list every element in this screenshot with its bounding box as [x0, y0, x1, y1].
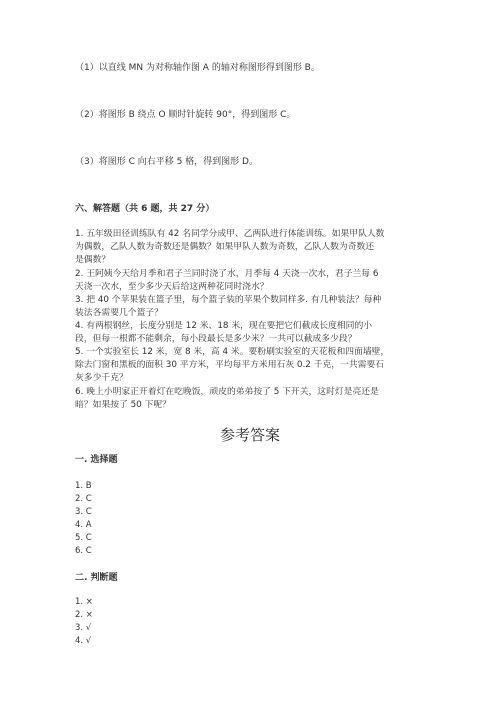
judge-answer: 2. × [75, 610, 93, 620]
section-6-heading: 六、解答题（共 6 题，共 27 分） [75, 204, 215, 214]
problem-3-line: 3. 把 40 个苹果装在篮子里，每个篮子装的苹果个数同样多. 有几种装法？每种 [75, 295, 382, 305]
problem-4 [75, 320, 430, 346]
problem-4-line: 段，但每一根都不能剩余，每小段最长是多少米？一共可以截成多少段？ [75, 334, 357, 345]
judge-answer: 4. √ [75, 636, 92, 646]
problem-3 [75, 294, 430, 320]
choice-section-heading: 一. 选择题 [75, 455, 118, 465]
choice-answer: 5. C [75, 533, 92, 543]
choice-answer: 1. B [75, 481, 92, 491]
problem-5-line: 灰多少千克？ [75, 373, 128, 384]
problem-1-line: 是偶数？ [75, 255, 111, 266]
problem-2 [75, 268, 430, 294]
transform-step-1: （1）以直线 MN 为对称轴作图 A 的轴对称图形得到图形 B。 [75, 63, 320, 73]
transform-step-2: （2）将图形 B 绕点 O 顺时针旋转 90°，得到图形 C。 [75, 110, 296, 120]
answer-key-title: 参考答案 [219, 426, 280, 444]
judge-answer: 1. × [75, 597, 93, 607]
judge-answer: 3. √ [75, 623, 92, 633]
problem-4-line: 4. 有两根钢丝，长度分别是 12 米、18 米，现在要把它们截成长度相同的小 [75, 321, 373, 331]
problem-1-line: 为偶数，乙队人数为奇数还是偶数？如果甲队人数为奇数，乙队人数为奇数还 [75, 242, 375, 253]
choice-answer: 3. C [75, 507, 92, 517]
choice-answer: 4. A [75, 520, 92, 530]
problem-6 [75, 386, 430, 412]
problem-3-line: 装法各需要几个篮子？ [75, 308, 163, 319]
problem-1 [75, 228, 430, 268]
judge-section-heading: 二. 判断题 [75, 573, 118, 583]
problem-1-line: 1. 五年级田径训练队有 42 名同学分成甲、乙两队进行体能训练。如果甲队人数 [75, 229, 385, 239]
problem-5 [75, 346, 430, 386]
problem-2-line: 天浇一次水，至少多少天后给这两种花同时浇水？ [75, 282, 269, 293]
problem-2-line: 2. 王阿姨今天给月季和君子兰同时浇了水，月季每 4 天浇一次水，君子兰每 6 [75, 269, 379, 279]
problem-5-line: 5. 一个实验室长 12 米，宽 8 米，高 4 米。要粉刷实验室的天花板和四面墙壁， [75, 347, 390, 357]
transform-step-3: （3）将图形 C 向右平移 5 格，得到图形 D。 [75, 157, 258, 167]
choice-answer: 2. C [75, 494, 92, 504]
problem-6-line: 6. 晚上小明家正开着灯在吃晚饭，顽皮的弟弟按了 5 下开关，这时灯是亮还是 [75, 387, 379, 397]
problem-5-line: 除去门窗和黑板的面积 30 平方米，平均每平方米用石灰 0.2 千克，一共需要石 [75, 360, 385, 371]
problem-6-line: 暗？如果按了 50 下呢？ [75, 400, 171, 411]
choice-answer: 6. C [75, 546, 92, 556]
